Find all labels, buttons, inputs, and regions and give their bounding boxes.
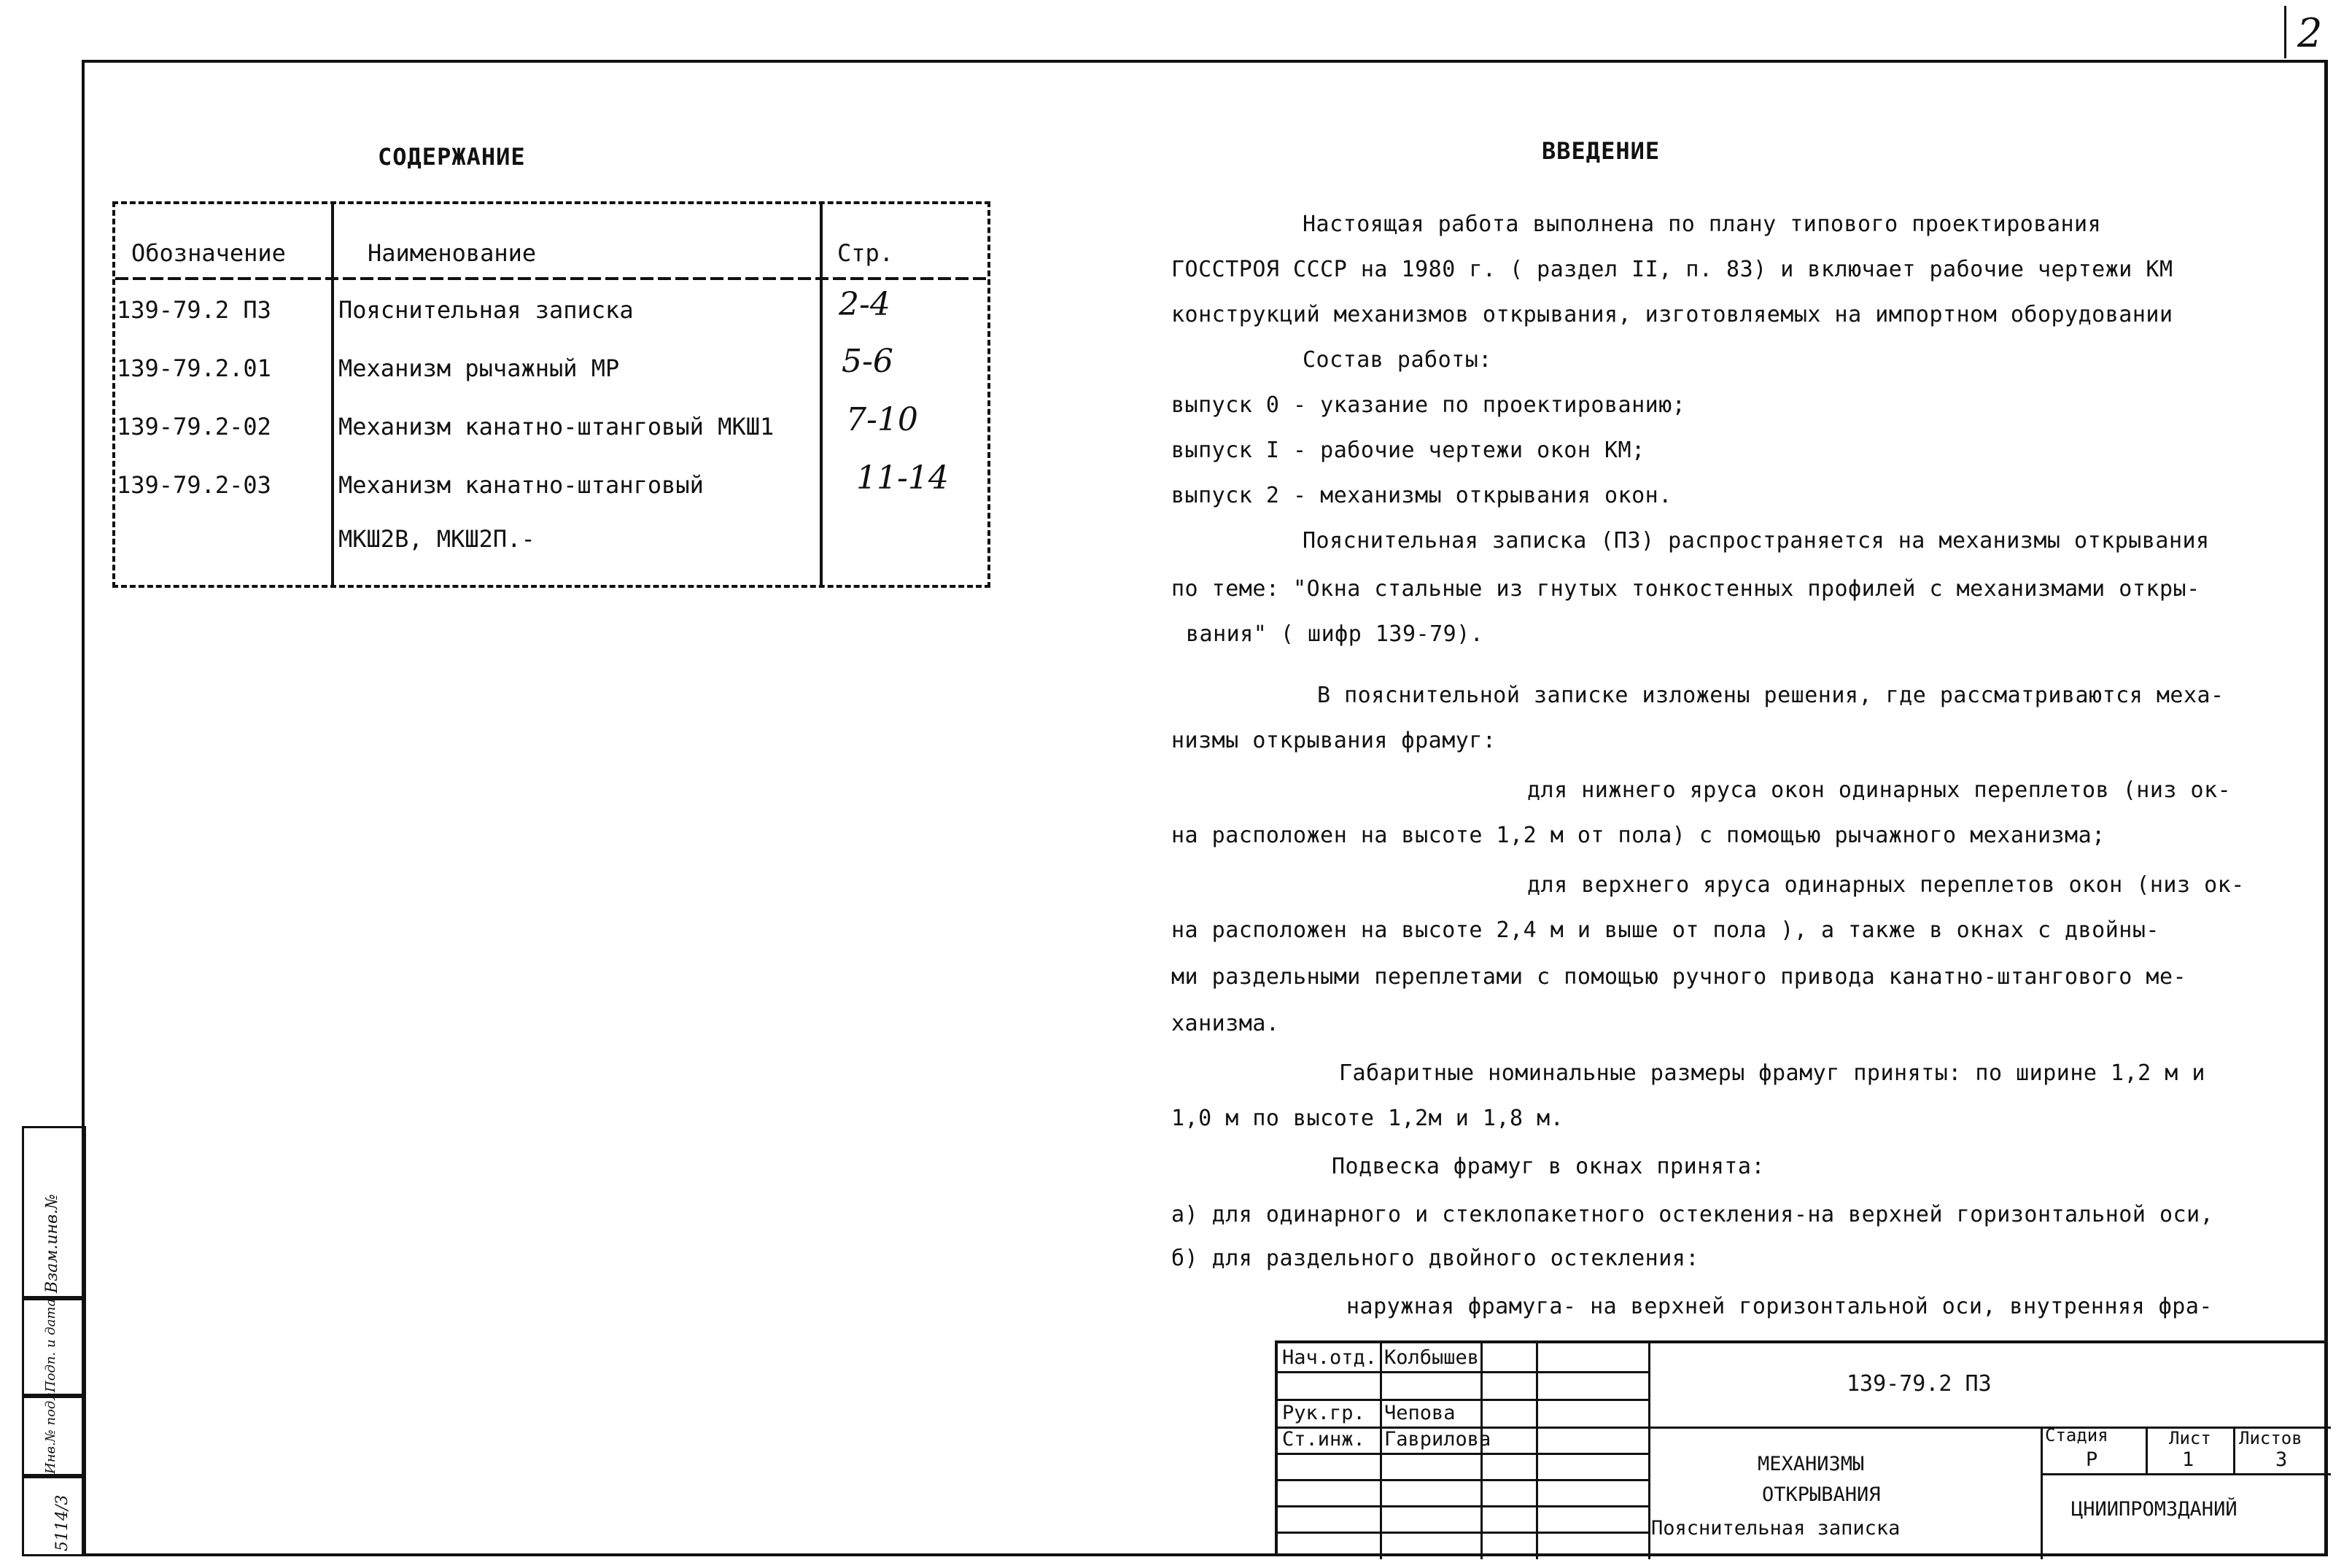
toc-row-name-continued: МКШ2В, МКШ2П.- xyxy=(338,525,535,553)
stamp-grid-line xyxy=(2041,1427,2043,1559)
side-cell-text: 5114/3 xyxy=(53,1494,71,1551)
intro-line: выпуск 2 - механизмы открывания окон. xyxy=(1171,483,1672,508)
toc-row-page: 5-6 xyxy=(842,343,893,380)
intro-line: Состав работы: xyxy=(1303,347,1492,373)
stamp-grid-line xyxy=(2146,1427,2148,1473)
toc-header-code: Обозначение xyxy=(131,239,286,267)
intro-line: конструкций механизмов открывания, изготовляемых на импортном оборудовании xyxy=(1171,302,2173,327)
stamp-role: Ст.инж. xyxy=(1282,1428,1365,1451)
contents-title: СОДЕРЖАНИЕ xyxy=(378,143,526,171)
stamp-title-line: ОТКРЫВАНИЯ xyxy=(1762,1483,1881,1506)
intro-line: Пояснительная записка (ПЗ) распространяется на механизмы открывания xyxy=(1303,528,2210,554)
intro-title: ВВЕДЕНИЕ xyxy=(1542,137,1661,165)
stamp-grid-line xyxy=(1278,1505,1648,1507)
toc-column-divider xyxy=(820,204,823,585)
toc-row-code: 139-79.2.01 xyxy=(117,354,271,382)
stamp-role: Рук.гр. xyxy=(1282,1402,1365,1424)
stamp-title-line: Пояснительная записка xyxy=(1651,1517,1901,1540)
toc-header-name: Наименование xyxy=(368,239,537,267)
stamp-title-line: МЕХАНИЗМЫ xyxy=(1758,1453,1865,1475)
intro-line: для верхнего яруса одинарных переплетов окон (низ ок- xyxy=(1527,872,2245,898)
intro-line: ханизма. xyxy=(1171,1011,1280,1036)
stamp-grid-line xyxy=(1380,1343,1382,1559)
intro-line: наружная фрамуга- на верхней горизонтальной оси, внутренняя фра- xyxy=(1346,1294,2213,1319)
stamp-grid-line xyxy=(1648,1343,1650,1559)
stamp-person: Гаврилова xyxy=(1384,1428,1491,1451)
stamp-grid-line xyxy=(2041,1473,2331,1475)
stamp-stage: Р xyxy=(2086,1448,2098,1471)
intro-line: вания" ( шифр 139-79). xyxy=(1186,621,1484,647)
intro-line: Подвеска фрамуг в окнах принята: xyxy=(1332,1154,1765,1179)
stamp-grid-line xyxy=(1536,1343,1538,1559)
intro-line: выпуск I - рабочие чертежи окон КМ; xyxy=(1171,438,1645,463)
stamp-grid-line xyxy=(1648,1427,2331,1429)
side-cell xyxy=(22,1476,86,1556)
intro-line: низмы открывания фрамуг: xyxy=(1171,728,1497,753)
toc-row-code: 139-79.2-02 xyxy=(117,413,271,440)
stamp-person: Чепова xyxy=(1384,1402,1456,1424)
stamp-doc-code: 139-79.2 ПЗ xyxy=(1847,1371,1992,1397)
side-cell xyxy=(22,1388,86,1476)
intro-line: В пояснительной записке изложены решения, где рассматриваются меха- xyxy=(1317,683,2224,708)
intro-line: ми раздельными переплетами с помощью ручного привода канатно-штангового ме- xyxy=(1171,964,2187,990)
toc-row-name: Механизм канатно-штанговый xyxy=(338,471,704,499)
toc-row-page: 2-4 xyxy=(839,286,890,323)
side-cell-text: Взам.инв.№ xyxy=(43,1194,61,1293)
intro-line: ГОССТРОЯ СССР на 1980 г. ( раздел II, п. 83) и включает рабочие чертежи КМ xyxy=(1171,257,2173,282)
stamp-stage-label: Стадия xyxy=(2045,1425,2108,1445)
contents-table xyxy=(112,201,990,588)
toc-header-page: Стр. xyxy=(837,239,894,267)
stamp-role: Нач.отд. xyxy=(1282,1346,1378,1369)
toc-row-code: 139-79.2 ПЗ xyxy=(117,296,271,324)
toc-row-code: 139-79.2-03 xyxy=(117,471,271,499)
stamp-grid-line xyxy=(1278,1399,1648,1401)
stamp-grid-line xyxy=(1278,1532,1648,1534)
stamp-grid-line xyxy=(2233,1427,2235,1473)
stamp-grid-line xyxy=(1278,1371,1648,1373)
intro-line: Габаритные номинальные размеры фрамуг приняты: по ширине 1,2 м и xyxy=(1339,1060,2205,1086)
page-number: 2 xyxy=(2297,10,2323,56)
stamp-grid-line xyxy=(1480,1343,1483,1559)
stamp-sheet: 1 xyxy=(2182,1448,2194,1471)
side-cell-text: Инв.№ подл. xyxy=(43,1388,58,1474)
intro-line: для нижнего яруса окон одинарных переплетов (низ ок- xyxy=(1527,777,2232,803)
title-block xyxy=(1275,1340,2328,1556)
stamp-grid-line xyxy=(1278,1453,1648,1455)
intro-line: по теме: "Окна стальные из гнутых тонкостенных профилей с механизмами откры- xyxy=(1171,576,2200,602)
toc-row-name: Механизм рычажный МР xyxy=(338,354,620,382)
toc-row-name: Пояснительная записка xyxy=(338,296,634,324)
toc-header-divider xyxy=(115,277,987,280)
stamp-sheets: 3 xyxy=(2275,1448,2288,1471)
side-cell-text: Подп. и дата xyxy=(43,1298,58,1392)
side-cell xyxy=(22,1298,86,1396)
intro-line: Настоящая работа выполнена по плану типового проектирования xyxy=(1303,211,2102,237)
stamp-grid-line xyxy=(1278,1479,1648,1481)
side-cell xyxy=(22,1126,86,1298)
intro-line: 1,0 м по высоте 1,2м и 1,8 м. xyxy=(1171,1106,1564,1131)
intro-line: б) для раздельного двойного остекления: xyxy=(1171,1246,1699,1271)
toc-row-page: 7-10 xyxy=(846,401,918,438)
toc-column-divider xyxy=(331,204,334,585)
intro-line: а) для одинарного и стеклопакетного остекления-на верхней горизонтальной оси, xyxy=(1171,1202,2214,1227)
toc-row-page: 11-14 xyxy=(856,459,949,497)
stamp-person: Колбышев xyxy=(1384,1346,1480,1369)
intro-line: на расположен на высоте 2,4 м и выше от пола ), а также в окнах с двойны- xyxy=(1171,917,2159,943)
side-strip xyxy=(22,1126,86,1556)
stamp-sheet-label: Лист xyxy=(2169,1428,2211,1448)
stamp-organization: ЦНИИПРОМЗДАНИЙ xyxy=(2071,1498,2237,1521)
stamp-sheets-label: Листов xyxy=(2239,1428,2302,1448)
intro-line: выпуск 0 - указание по проектированию; xyxy=(1171,392,1686,418)
page-number-divider xyxy=(2284,6,2286,58)
toc-row-name: Механизм канатно-штанговый МКШ1 xyxy=(338,413,775,440)
intro-line: на расположен на высоте 1,2 м от пола) с помощью рычажного механизма; xyxy=(1171,823,2105,848)
